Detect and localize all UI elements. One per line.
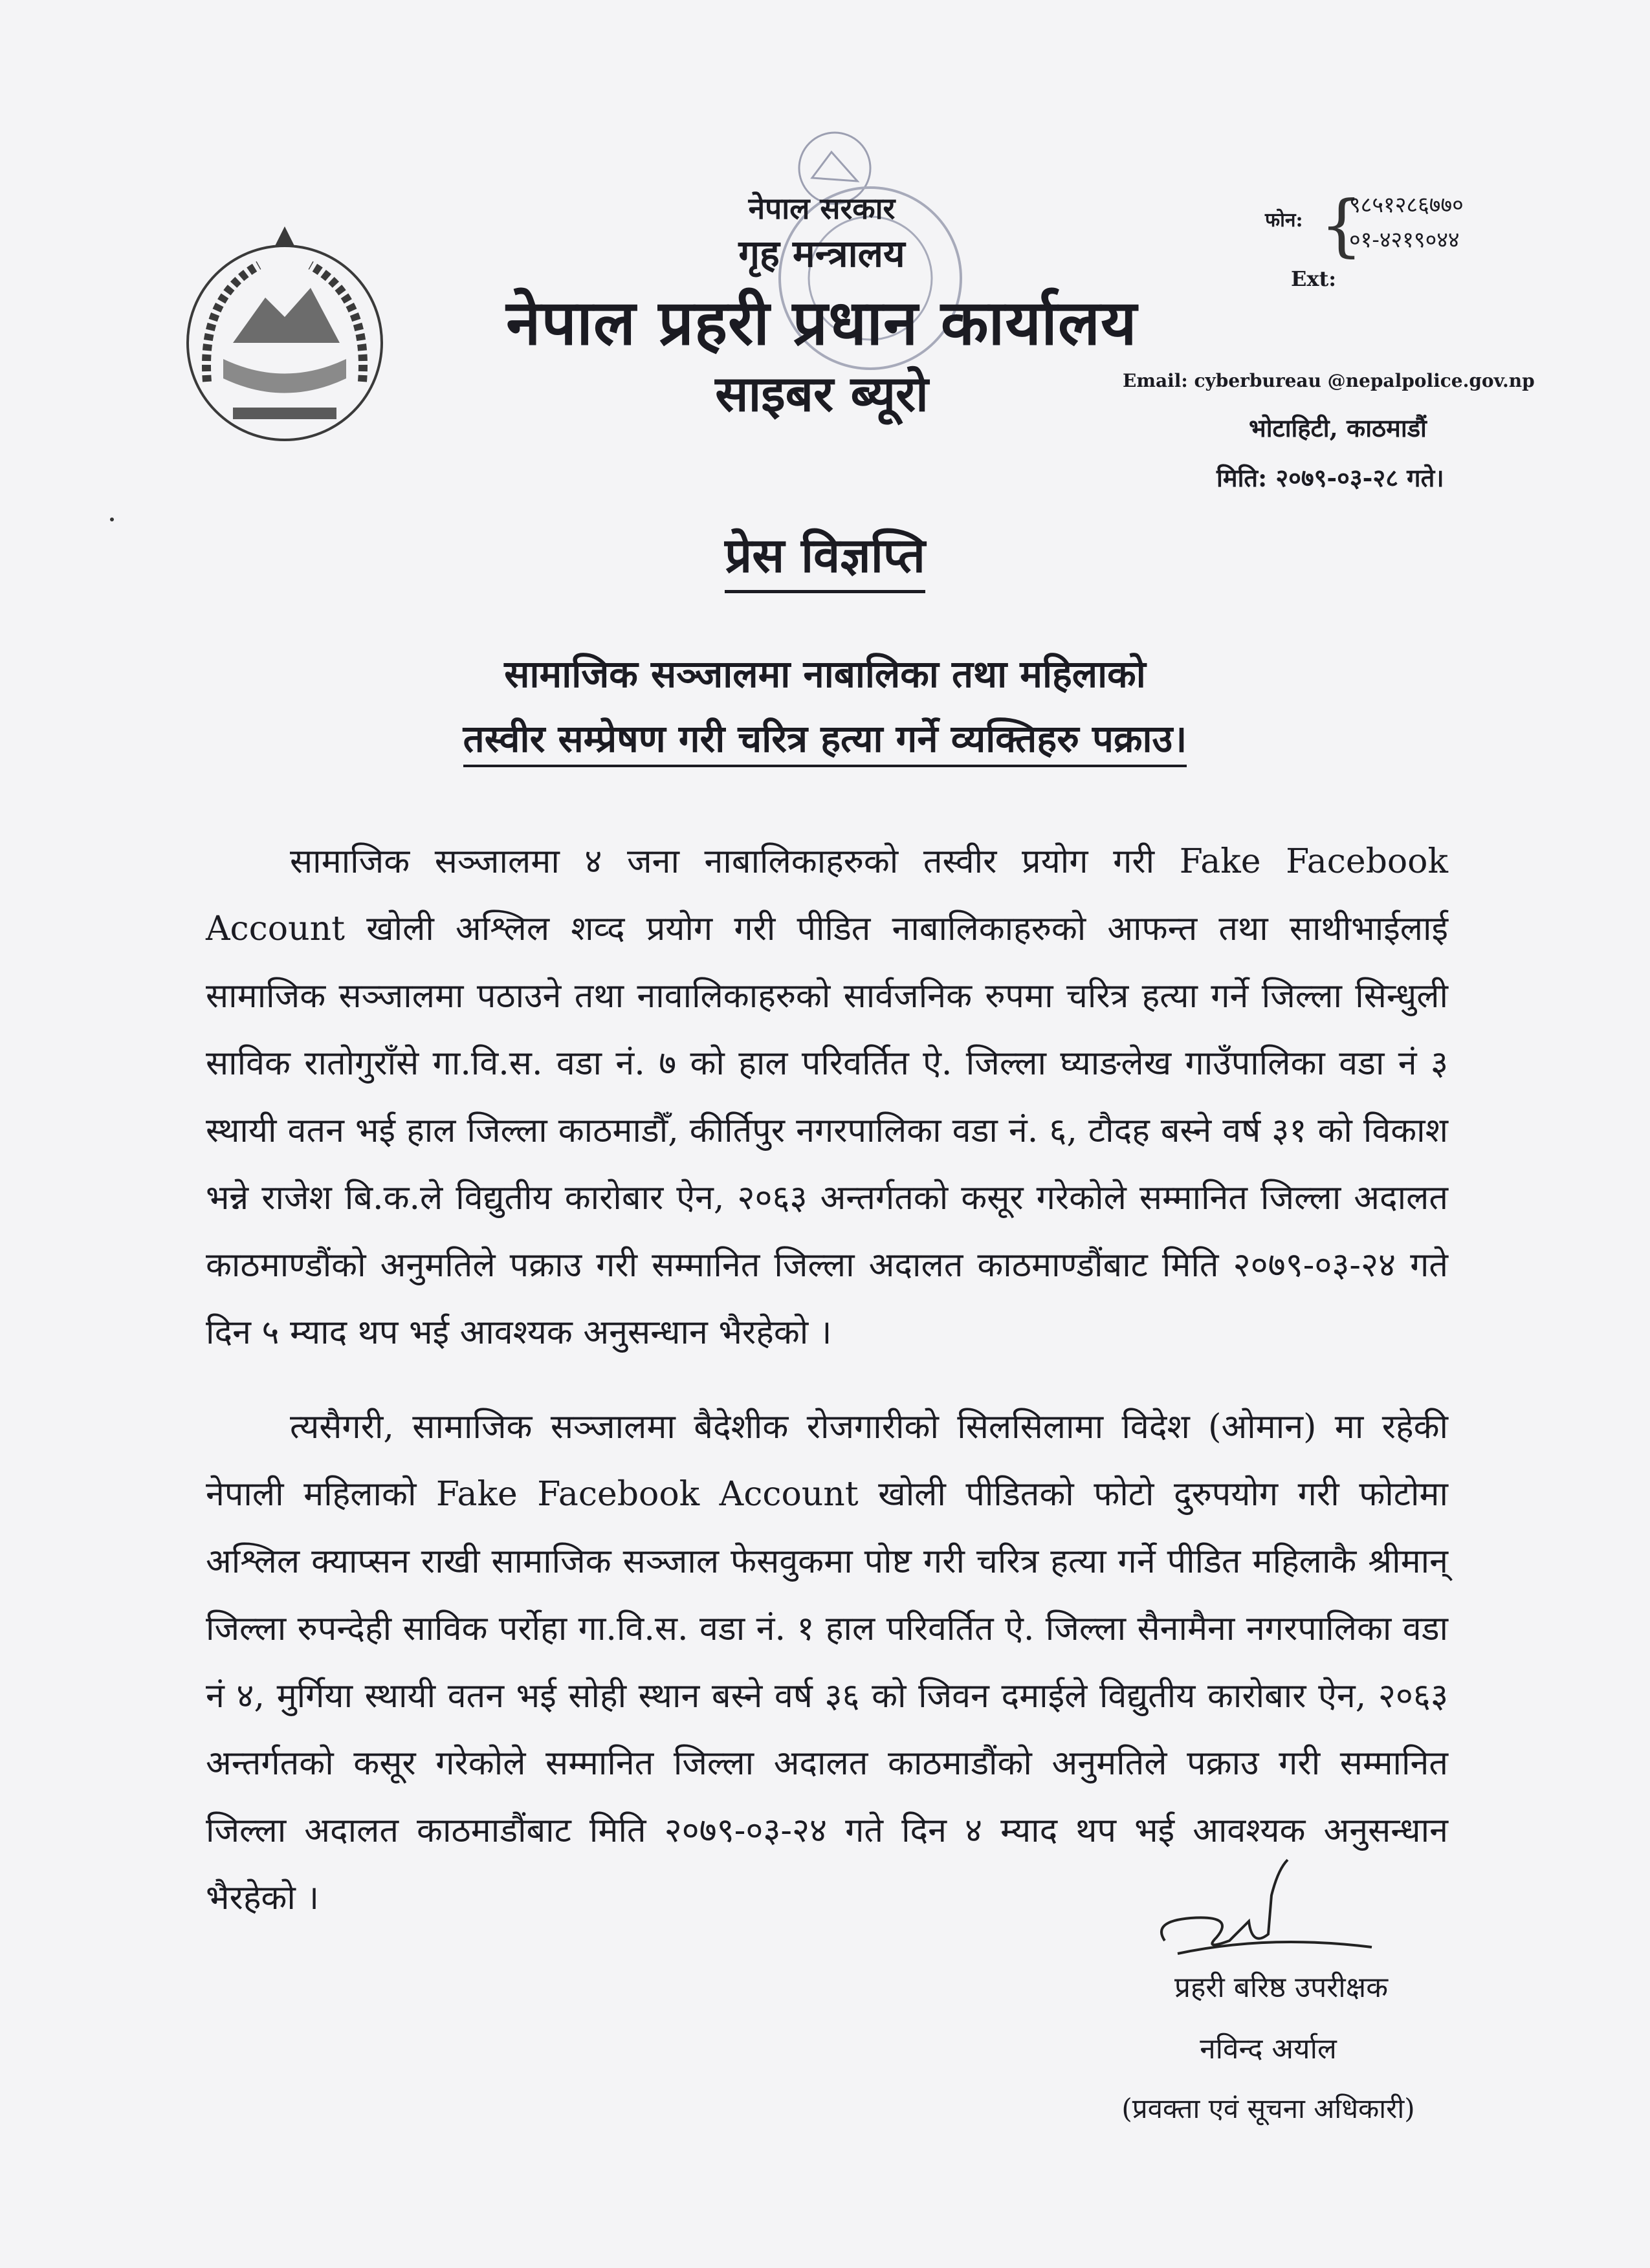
signatory-name: नविन्द अर्याल (1200, 2033, 1337, 2066)
phone-brace: { (1320, 186, 1363, 265)
subject-line-2: तस्वीर सम्प्रेषण गरी चरित्र हत्या गर्ने व्यक्तिहरु पक्राउ। (463, 717, 1187, 767)
ministry-title: गृह मन्त्रालय (738, 232, 905, 276)
office-address: भोटाहिटी, काठमाडौं (1249, 413, 1427, 442)
signature-icon (1139, 1857, 1385, 1967)
document-title: प्रेस विज्ञप्ति (725, 528, 925, 593)
body-paragraph-1: सामाजिक सञ्जालमा ४ जना नाबालिकाहरुको तस्वीर प्रयोग गरी Fake Facebook Account खोली अश्लिल शव्द प्रयोग गरी पीडित नाबालिकाहरुको आफन्त तथा साथीभाईलाई सामाजिक सञ्जालमा पठाउने तथा नावालिकाहरुको सार्वजनिक रुपमा चरित्र हत्या गर्ने जिल्ला सिन्धुली साविक रातोगुराँसे गा.वि.स. वडा नं. ७ को हाल परिवर्तित ऐ. जिल्ला घ्याङलेख गाउँपालिका वडा नं ३ स्थायी वतन भई हाल जिल्ला काठमाडौँ, कीर्तिपुर नगरपालिका वडा नं. ६, टौदह बस्ने वर्ष ३१ को विकाश भन्ने राजेश बि.क.ले विद्युतीय कारोबार ऐन, २०६३ अन्तर्गतको कसूर गरेकोले सम्मानित जिल्ला अदालत काठमाण्डौंको अनुमतिले पक्राउ गरी सम्मानित जिल्ला अदालत काठमाण्डौंबाट मिति २०७९-०३-२४ गते दिन ५ म्याद थप भई आवश्यक अनुसन्धान भैरहेको । (206, 842, 1448, 1352)
signatory-role: (प्रवक्ता एवं सूचना अधिकारी) (1121, 2093, 1415, 2124)
office-title: नेपाल प्रहरी प्रधान कार्यालय (506, 287, 1138, 359)
phone-number-1: ९८५१२८६७७० (1349, 192, 1464, 218)
bureau-title: साइबर ब्यूरो (715, 365, 929, 422)
issue-date: मिति: २०७९-०३-२८ गते। (1216, 463, 1444, 492)
phone-label: फोन: (1265, 209, 1303, 232)
ext-label: Ext: (1291, 267, 1337, 291)
subject-line-1: सामाजिक सञ्जालमा नाबालिका तथा महिलाको (504, 652, 1146, 696)
document-title-wrapper (0, 521, 1650, 586)
government-title: नेपाल सरकार (748, 191, 896, 226)
phone-number-2: ०१-४२१९०४४ (1349, 227, 1460, 253)
body-paragraph-2: त्यसैगरी, सामाजिक सञ्जालमा बैदेशीक रोजगारीको सिलसिलामा विदेश (ओमान) मा रहेकी नेपाली महिलाको Fake Facebook Account खोली पीडितको फोटो दुरुपयोग गरी फोटोमा अश्लिल क्याप्सन राखी सामाजिक सञ्जाल फेसवुकमा पोष्ट गरी चरित्र हत्या गर्ने पीडित महिलाकै श्रीमान् जिल्ला रुपन्देही साविक पर्रोहा गा.वि.स. वडा नं. १ हाल परिवर्तित ऐ. जिल्ला सैनामैना नगरपालिका वडा नं ४, मुर्गिया स्थायी वतन भई सोही स्थान बस्ने वर्ष ३६ को जिवन दमाईले विद्युतीय कारोबार ऐन, २०६३ अन्तर्गतको कसूर गरेकोले सम्मानित जिल्ला अदालत काठमाडौंको अनुमतिले पक्राउ गरी सम्मानित जिल्ला अदालत काठमाडौंबाट मिति २०७९-०३-२४ गते दिन ४ म्याद थप भई आवश्यक अनुसन्धान भैरहेको । (206, 1408, 1449, 1917)
nepal-emblem-icon (162, 220, 408, 466)
email-address: Email: cyberbureau @nepalpolice.gov.np (1123, 370, 1535, 391)
subject-line-2-wrapper (0, 712, 1650, 763)
signatory-designation: प्रहरी बरिष्ठ उपरीक्षक (1174, 1971, 1389, 2004)
